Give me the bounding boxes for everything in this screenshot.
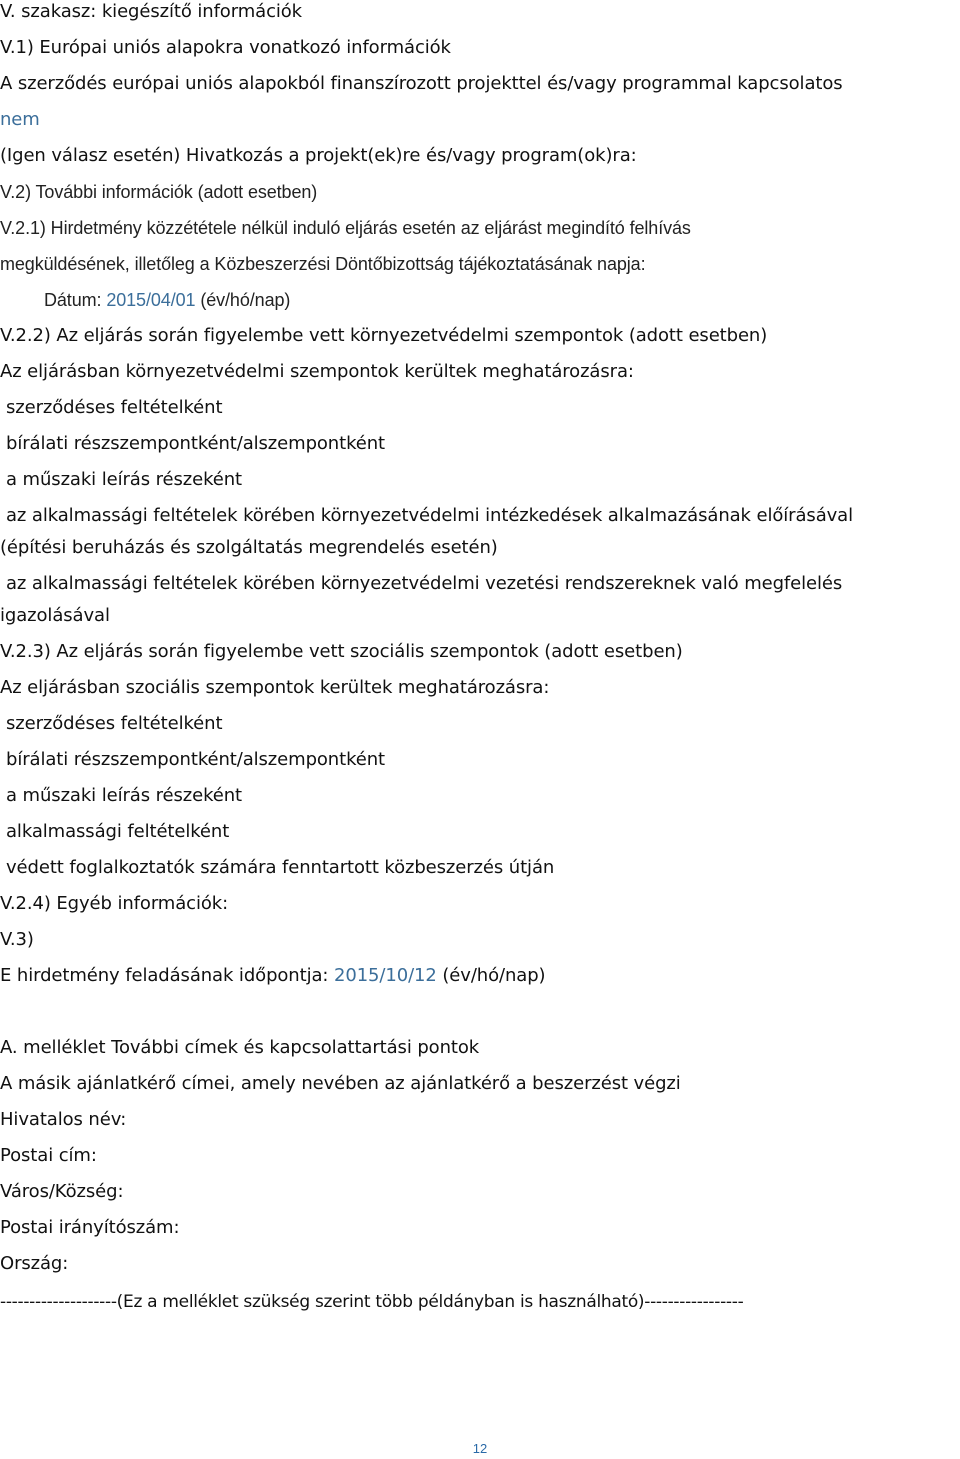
dispatch-date-format: (év/hó/nap) <box>442 965 546 986</box>
env-item-technical-spec: a műszaki leírás részeként <box>6 469 243 490</box>
social-intro: Az eljárásban szociális szempontok kerültek meghatározásra: <box>0 677 550 698</box>
annex-repeat-note: --------------------(Ez a melléklet szükség szerint több példányban is használható)----------------- <box>0 1292 744 1312</box>
postal-address-label: Postai cím: <box>0 1145 97 1166</box>
env-item-management-systems: az alkalmassági feltételek körében környezetvédelmi vezetési rendszereknek való megfelelés <box>6 573 843 594</box>
social-item-technical-spec: a műszaki leírás részeként <box>6 785 243 806</box>
dispatch-date-row <box>0 964 960 988</box>
v3-heading: V.3) <box>0 929 34 950</box>
city-label: Város/Község: <box>0 1181 124 1202</box>
social-item-sub-criterion: bírálati részszempontként/alszempontként <box>6 749 385 770</box>
env-item-sub-criterion: bírálati részszempontként/alszempontként <box>6 433 385 454</box>
dispatch-date-value: 2015/10/12 <box>334 965 437 986</box>
environmental-heading: V.2.2) Az eljárás során figyelembe vett környezetvédelmi szempontok (adott esetben) <box>0 325 768 346</box>
date-label: Dátum: <box>44 290 102 310</box>
eu-funds-answer: nem <box>0 109 40 130</box>
social-item-suitability: alkalmassági feltételként <box>6 821 230 842</box>
eu-funds-question: A szerződés európai uniós alapokból finanszírozott projekttel és/vagy programmal kapcsolatos <box>0 73 843 94</box>
other-info-heading: V.2.4) Egyéb információk: <box>0 893 229 914</box>
section-title: V. szakasz: kiegészítő információk <box>0 1 303 22</box>
date-row <box>44 288 960 312</box>
country-label: Ország: <box>0 1253 69 1274</box>
date-format: (év/hó/nap) <box>200 290 291 310</box>
official-name-label: Hivatalos név: <box>0 1109 127 1130</box>
additional-info-heading: V.2) További információk (adott esetben) <box>0 182 318 202</box>
social-item-contract-condition: szerződéses feltételként <box>6 713 223 734</box>
eu-funds-reference: (Igen válasz esetén) Hivatkozás a projekt(ek)re és/vagy program(ok)ra: <box>0 145 637 166</box>
date-value: 2015/04/01 <box>106 290 196 310</box>
eu-funds-heading: V.1) Európai uniós alapokra vonatkozó információk <box>0 37 451 58</box>
env-item-contract-condition: szerződéses feltételként <box>6 397 223 418</box>
social-heading: V.2.3) Az eljárás során figyelembe vett szociális szempontok (adott esetben) <box>0 641 683 662</box>
dispatch-date-label: E hirdetmény feladásának időpontja: <box>0 965 329 986</box>
environmental-intro: Az eljárásban környezetvédelmi szempontok kerültek meghatározásra: <box>0 361 634 382</box>
v21-text-line2: megküldésének, illetőleg a Közbeszerzési Döntőbizottság tájékoztatásának napja: <box>0 254 646 274</box>
env-item-suitability-measures: az alkalmassági feltételek körében környezetvédelmi intézkedések alkalmazásának előírásával <box>6 505 854 526</box>
social-item-sheltered-workshops: védett foglalkoztatók számára fenntartott közbeszerzés útján <box>6 857 555 878</box>
postal-code-label: Postai irányítószám: <box>0 1217 180 1238</box>
v21-text-line1: V.2.1) Hirdetmény közzététele nélkül induló eljárás esetén az eljárást megindító felhívás <box>0 218 691 238</box>
annex-title: A. melléklet További címek és kapcsolattartási pontok <box>0 1037 480 1058</box>
annex-subtitle: A másik ajánlatkérő címei, amely nevében az ajánlatkérő a beszerzést végzi <box>0 1073 681 1094</box>
env-item-management-systems-cont: igazolásával <box>0 605 110 626</box>
page-number: 12 <box>472 1441 488 1456</box>
env-item-suitability-measures-cont: (építési beruházás és szolgáltatás megrendelés esetén) <box>0 537 498 558</box>
